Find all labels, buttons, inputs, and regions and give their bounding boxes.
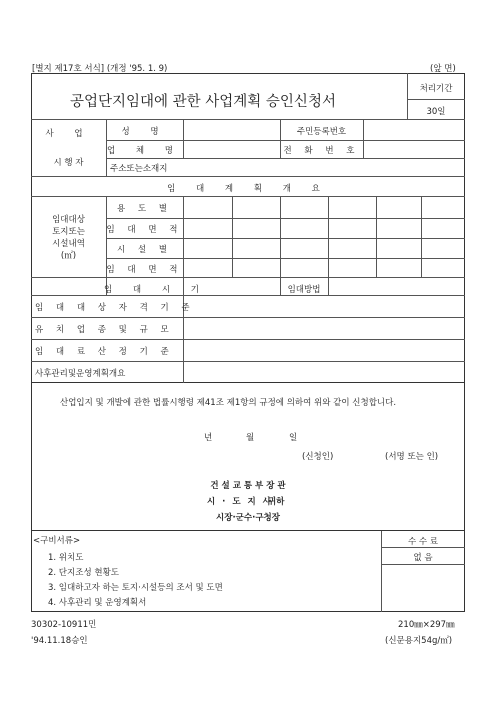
- date-year: 년: [204, 433, 213, 443]
- recipient-line-1: 건 설 교 통 부 장 관: [210, 481, 286, 491]
- lease-period-label: 임 대 시 기: [104, 285, 208, 295]
- paper-type: (신문용지54g/㎡): [385, 636, 453, 646]
- document-item: 3. 임대하고자 하는 토지·시설등의 조서 및 도면: [48, 583, 223, 593]
- phone-label: 전 화 번 호: [283, 146, 360, 156]
- fee-label: 수 수 료: [407, 537, 439, 547]
- industry-scale-label: 유 치 업 종 및 규 모: [35, 325, 174, 335]
- address-label: 주소또는소재지: [110, 164, 168, 174]
- date-month: 월: [246, 433, 255, 443]
- usage-label: 용 도 별: [116, 204, 173, 214]
- lease-method-label: 임대방법: [287, 285, 321, 295]
- recipient-line-3: 시장·군수·구청장: [216, 513, 280, 523]
- recipient-line-2: 시 · 도 지 사: [207, 497, 273, 507]
- statement-text: 산업입지 및 개발에 관한 법률시행령 제41조 제1항의 규정에 의하여 위와 같이 신청합니다.: [60, 398, 397, 408]
- facility-label: 시 설 별: [116, 245, 173, 255]
- form-code: 30302-10911민: [31, 620, 97, 630]
- name-label: 성 명: [121, 127, 168, 137]
- date-day: 일: [289, 433, 298, 443]
- recipient-honorific: 귀하: [268, 497, 285, 507]
- document-item: 2. 단지조성 현황도: [48, 568, 119, 578]
- plan-overview-header: 임 대 계 획 개 요: [167, 184, 329, 194]
- management-plan-label: 사후관리및운영계획개요: [35, 369, 126, 379]
- document-item: 4. 사후관리 및 운영계획서: [48, 598, 147, 608]
- processing-label: 처리기간: [419, 84, 453, 94]
- lease-area-label: 임 대 면 적: [106, 225, 183, 235]
- company-name-label: 업 체 명: [106, 146, 183, 156]
- sign-or-seal-label: (서명 또는 인): [385, 452, 439, 462]
- applicant-label-bottom: 시 행 자: [53, 158, 84, 168]
- id-number-label: 주민등록번호: [296, 127, 347, 137]
- applicant-label-top: 사 업: [45, 129, 92, 139]
- paper-size: 210㎜×297㎜: [398, 620, 455, 630]
- page-side: (앞 면): [430, 64, 456, 74]
- approval-date: '94.11.18승인: [31, 636, 88, 646]
- processing-value: 30일: [426, 107, 446, 117]
- eligibility-criteria-label: 임 대 대 상 자 격 기 준: [35, 303, 195, 313]
- rent-criteria-label: 임 대 료 산 정 기 준: [35, 347, 174, 357]
- fee-value: 없 음: [413, 553, 433, 563]
- form-title: 공업단지임대에 관한 사업계획 승인신청서: [70, 94, 336, 110]
- form-number: [별지 제17호 서식] (개정 '95. 1. 9): [32, 64, 168, 74]
- lease-area-label-2: 임 대 면 적: [106, 265, 183, 275]
- lease-group-label: 임대대상 토지또는 시설내역 (㎡): [52, 215, 85, 261]
- documents-header: <구비서류>: [33, 536, 81, 546]
- applicant-signature-label: (신청인): [302, 452, 334, 462]
- document-item: 1. 위치도: [48, 553, 84, 563]
